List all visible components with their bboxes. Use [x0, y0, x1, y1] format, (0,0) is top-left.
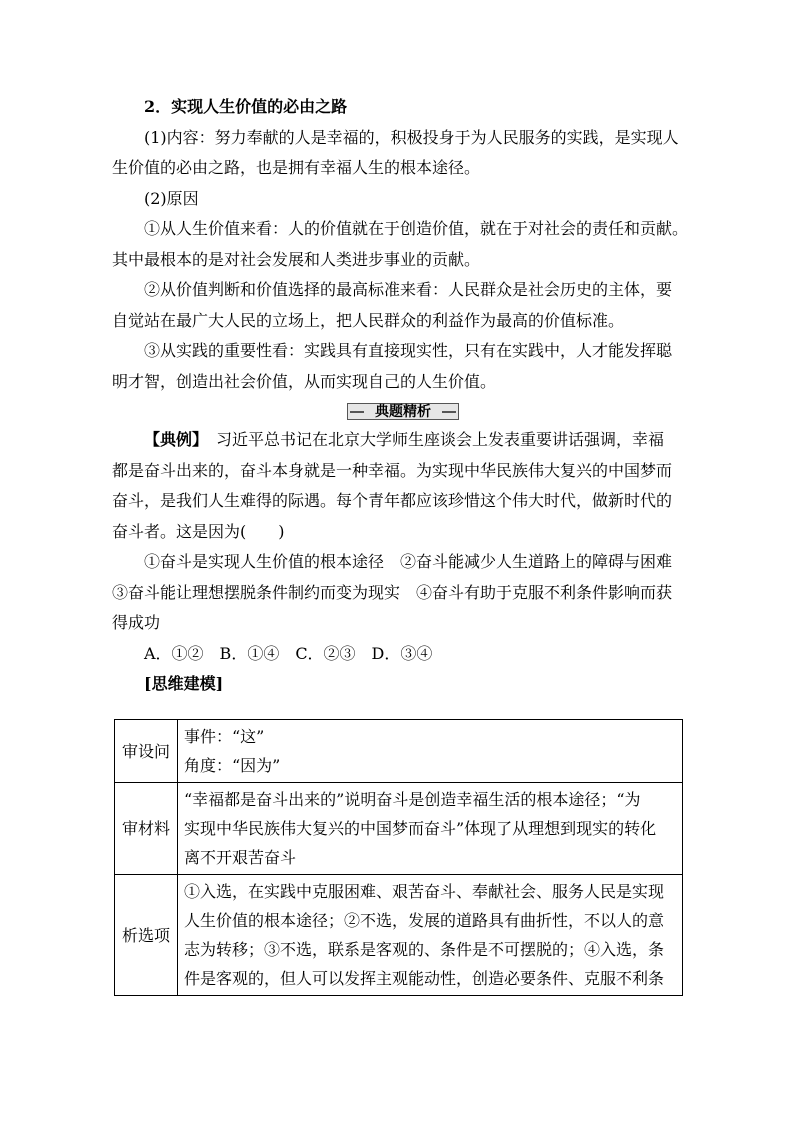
section-title: 2．实现人生价值的必由之路 [144, 97, 348, 116]
example-line [112, 425, 684, 456]
table-row [115, 875, 683, 996]
row-label: 审设问 [115, 720, 178, 783]
statement-line: ①奋斗是实现人生价值的根本途径 ②奋斗能减少人生道路上的障碍与困难 [144, 552, 673, 571]
model-title: [思维建模] [144, 674, 224, 693]
table-row [115, 783, 683, 875]
reason-title: (2)原因 [144, 188, 199, 208]
cell-line: 角度：“因为” [184, 756, 281, 775]
reason-1-line: 其中最根本的是对社会发展和人类进步事业的贡献。 [112, 249, 481, 269]
reason-1-line: ①从人生价值来看：人的价值就在于创造价值，就在于对社会的责任和贡献。 [144, 219, 689, 238]
cell-line: 志为转移；③不选，联系是客观的、条件是不可摆脱的；④入选，条 [184, 940, 665, 959]
statement-line: 得成功 [112, 613, 161, 632]
row-content [178, 783, 683, 875]
cell-line: “幸福都是奋斗出来的”说明奋斗是创造幸福生活的根本途径；“为 [184, 790, 641, 809]
section-banner-label: 典题精析 [375, 404, 431, 420]
cell-line: 件是客观的，但人可以发挥主观能动性，创造必要条件、克服不利条 [184, 969, 665, 988]
row-content [178, 720, 683, 783]
cell-line: 离不开艰苦奋斗 [184, 848, 297, 867]
row-content [178, 875, 683, 996]
content-paragraph-line: (1)内容：努力奉献的人是幸福的，积极投身于为人民服务的实践，是实现人 [144, 127, 679, 147]
example-line: 奋斗，是我们人生难得的际遇。每个青年都应该珍惜这个伟大时代，做新时代的 [112, 491, 673, 510]
cell-line: 人生价值的根本途径；②不选，发展的道路具有曲折性，不以人的意 [184, 911, 665, 930]
document-body [112, 92, 689, 700]
row-label: 审材料 [115, 783, 178, 875]
cell-line: 实现中华民族伟大复兴的中国梦而奋斗”体现了从理想到现实的转化 [184, 819, 657, 838]
example-tag: 【典例】 [144, 430, 201, 449]
table-row [115, 720, 683, 783]
content-paragraph-line: 生价值的必由之路，也是拥有幸福人生的根本途径。 [112, 158, 481, 177]
answer-options: A．①② B．①④ C．②③ D．③④ [144, 643, 433, 663]
reason-2-line: 自觉站在最广大人民的立场上，把人民群众的利益作为最高的价值标准。 [112, 310, 625, 330]
statement-line: ③奋斗能让理想摆脱条件制约而变为现实 ④奋斗有助于克服不利条件影响而获 [112, 582, 673, 602]
section-banner-row [112, 397, 684, 425]
row-label: 析选项 [115, 875, 178, 996]
thinking-model-table [114, 719, 683, 996]
reason-2-line: ②从价值判断和价值选择的最高标准来看：人民群众是社会历史的主体，要 [144, 280, 673, 299]
cell-line: ①入选，在实践中克服困难、艰苦奋斗、奉献社会、服务人民是实现 [184, 882, 665, 901]
example-line: 奋斗者。这是因为( ) [112, 521, 285, 541]
reason-3-line: ③从实践的重要性看：实践具有直接现实性，只有在实践中，人才能发挥聪 [144, 341, 673, 360]
example-line: 都是奋斗出来的，奋斗本身就是一种幸福。为实现中华民族伟大复兴的中国梦而 [112, 460, 673, 480]
reason-3-line: 明才智，创造出社会价值，从而实现自己的人生价值。 [112, 371, 497, 391]
section-banner [347, 403, 459, 420]
example-text: 习近平总书记在北京大学师生座谈会上发表重要讲话强调，幸福 [200, 430, 665, 449]
cell-line: 事件：“这” [184, 727, 265, 746]
